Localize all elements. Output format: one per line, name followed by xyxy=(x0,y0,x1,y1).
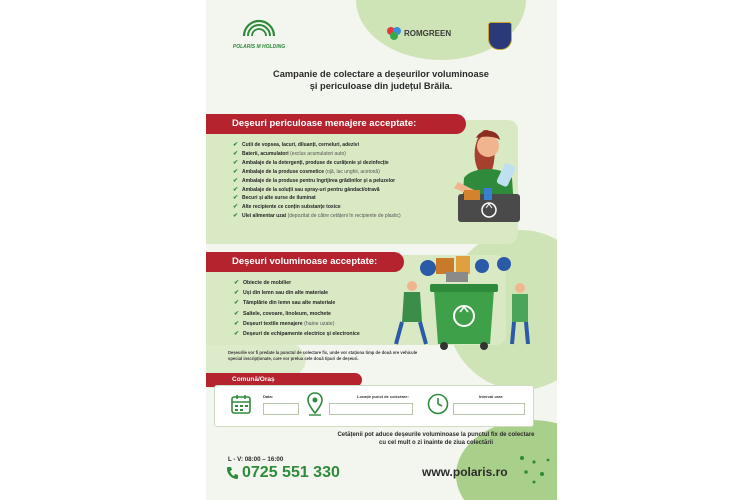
calendar-icon xyxy=(231,394,251,414)
romgreen-logo xyxy=(386,26,451,40)
phone-number xyxy=(226,464,340,482)
check-icon: ✔ xyxy=(234,310,240,317)
list-item: ✔ Obiecte de mobilier xyxy=(234,278,360,288)
check-icon: ✔ xyxy=(233,195,239,202)
polaris-swirl-icon xyxy=(242,18,276,38)
polaris-logo xyxy=(224,18,294,50)
check-icon: ✔ xyxy=(234,331,240,338)
romgreen-logo-text: ROMGREEN xyxy=(404,28,452,38)
phone-icon xyxy=(226,466,238,480)
office-hours: L - V: 08:00 – 16:00 xyxy=(228,456,284,463)
list-item: ✔ Ambalaje de la detergenți, produse de curățenie și dezinfecție xyxy=(233,159,389,166)
date-label: Data: xyxy=(263,394,274,399)
list-item: ✔ Cutii de vopsea, lacuri, diluanți, cerneluri, adezivi xyxy=(233,142,359,148)
list-item: ✔ Ambalaje de la produse cosmetice (ojă, lac unghii, acetonă) xyxy=(233,168,380,175)
title-line-1: Campanie de colectare a deșeurilor voluminoase xyxy=(273,69,489,79)
website-link[interactable]: www.polaris.ro xyxy=(422,465,508,479)
woman-carrying-bin-illustration xyxy=(444,118,544,238)
romgreen-mark-icon xyxy=(386,26,402,40)
list-item: ✔ Alte recipiente ce conțin substanțe toxice xyxy=(233,204,341,211)
hazardous-list xyxy=(233,141,401,221)
title-line-2: și periculoase din județul Brăila. xyxy=(309,81,453,91)
list-item: ✔ Saltele, covoare, linoleum, mochete xyxy=(234,309,360,319)
decor-dots xyxy=(516,452,556,492)
list-item: ✔ Ulei alimentar uzat (depozitat de către cetățeni în recipiente de plastic) xyxy=(233,213,401,220)
check-icon: ✔ xyxy=(234,320,240,327)
check-icon: ✔ xyxy=(233,168,239,175)
list-item: ✔ Deșeuri de echipamente electrice și electronice xyxy=(234,329,360,339)
campaign-poster xyxy=(206,0,557,500)
bulky-heading: Deșeuri voluminoase acceptate: xyxy=(206,252,404,272)
location-field xyxy=(329,403,413,415)
check-icon: ✔ xyxy=(234,290,240,297)
list-item: ✔ Uși din lemn sau din alte materiale xyxy=(234,288,360,298)
check-icon: ✔ xyxy=(233,150,239,157)
page-title xyxy=(236,68,526,92)
comuna-label: Comună/Oraș xyxy=(206,373,362,387)
list-item: ✔ Ambalaje de la produse pentru îngrijirea grădinilor și a peluzelor xyxy=(233,177,396,184)
list-item: ✔ Baterii, acumulatori (exclus acumulatori auto) xyxy=(233,150,346,157)
collection-footnote: Deșeurile vor fi predate la punctul de colectare fix, unde vor staționa timp de două ore vehicule special inscripționate, care vor prelua cele două tipuri de deșeuri. xyxy=(228,350,418,361)
date-field xyxy=(263,403,299,415)
phone-number-text: 0725 551 330 xyxy=(242,464,340,481)
list-item: ✔ Tâmplărie din lemn sau alte materiale xyxy=(234,298,360,308)
clock-icon xyxy=(427,393,449,415)
collection-info-box xyxy=(214,385,534,427)
location-label: Locație punct de colectare: xyxy=(357,394,409,399)
interval-label: Interval orar: xyxy=(479,394,504,399)
check-icon: ✔ xyxy=(233,177,239,184)
check-icon: ✔ xyxy=(233,159,239,166)
county-crest-icon xyxy=(488,22,512,50)
polaris-logo-text: POLARIS M HOLDING xyxy=(232,44,286,50)
interval-field xyxy=(453,403,525,415)
bulky-list xyxy=(234,278,360,339)
list-item: ✔ Becuri și alte surse de iluminat xyxy=(233,195,316,202)
recycling-bin-scene-illustration xyxy=(386,252,536,352)
check-icon: ✔ xyxy=(233,142,239,148)
check-icon: ✔ xyxy=(233,186,239,193)
location-pin-icon xyxy=(307,392,323,416)
hazardous-heading: Deșeuri periculoase menajere acceptate: xyxy=(206,114,466,134)
list-item: ✔ Deșeuri textile menajere (haine uzate) xyxy=(234,319,360,329)
check-icon: ✔ xyxy=(234,300,240,307)
check-icon: ✔ xyxy=(234,280,240,286)
check-icon: ✔ xyxy=(233,213,239,220)
check-icon: ✔ xyxy=(233,204,239,211)
list-item: ✔ Ambalaje de la soluții sau spray-uri pentru gândaci/otravă xyxy=(233,186,380,193)
delivery-note: Cetățenii pot aduce deșeurile voluminoase la punctul fix de colectare cu cel mult o zi înainte de ziua colectării xyxy=(337,432,535,446)
